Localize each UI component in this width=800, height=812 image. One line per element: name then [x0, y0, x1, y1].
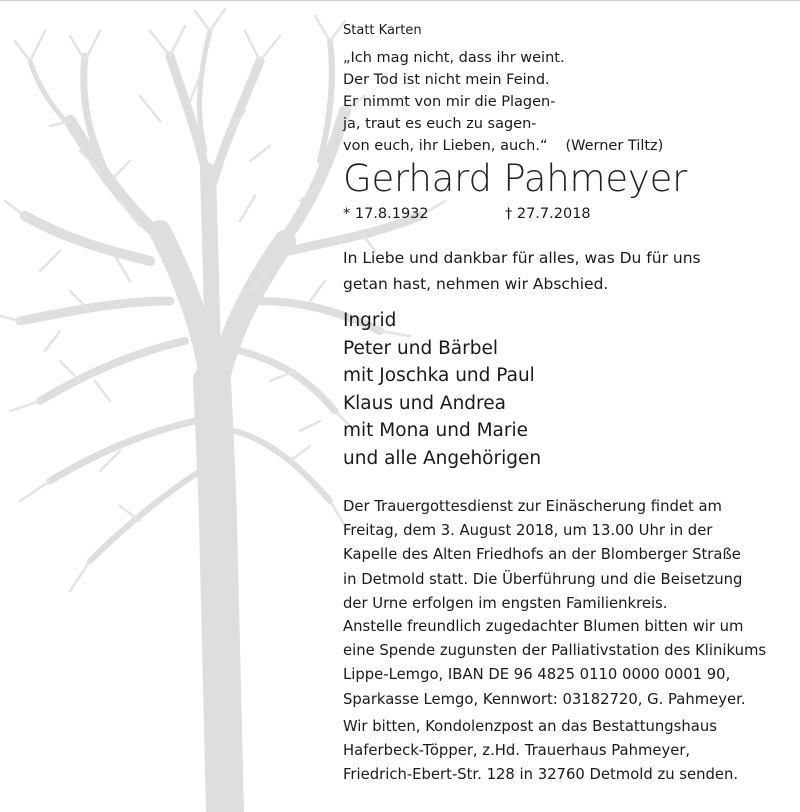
family-list	[343, 307, 541, 473]
family-member: Ingrid	[343, 310, 397, 331]
family-member: und alle Angehörigen	[343, 447, 542, 469]
service-line: Kapelle des Alten Friedhofs an der Blomberger Straße	[343, 546, 741, 564]
service-info	[343, 495, 742, 616]
deceased-name: Gerhard Pahmeyer	[343, 157, 688, 200]
family-member: Peter und Bärbel	[343, 337, 498, 359]
quote-line-last	[343, 135, 663, 157]
quote-line: von euch, ihr Lieben, auch.“	[343, 138, 548, 154]
farewell-line: getan hast, nehmen wir Abschied.	[343, 275, 609, 293]
donation-line: Lippe-Lemgo, IBAN DE 96 4825 0110 0000 0001 90,	[343, 666, 731, 684]
donation-line: Anstelle freundlich zugedachter Blumen bitten wir um	[343, 618, 744, 635]
service-line: in Detmold statt. Die Überführung und die Beisetzung	[343, 570, 743, 588]
quote-line: Er nimmt von mir die Plagen-	[343, 94, 556, 110]
header-label: Statt Karten	[343, 23, 422, 38]
condolence-line: Haferbeck-Töpper, z.Hd. Trauerhaus Pahmeyer,	[343, 742, 691, 760]
farewell-text	[343, 245, 701, 297]
quote-block	[343, 47, 663, 157]
condolence-info	[343, 715, 738, 788]
family-member: Klaus und Andrea	[343, 392, 506, 414]
farewell-line: In Liebe und dankbar für alles, was Du für uns	[343, 249, 701, 267]
condolence-line: Friedrich-Ebert-Str. 128 in 32760 Detmold zu senden.	[343, 766, 739, 784]
donation-info	[343, 615, 766, 712]
service-line: Der Trauergottesdienst zur Einäscherung findet am	[343, 498, 722, 515]
service-line: der Urne erfolgen im engsten Familienkreis.	[343, 594, 668, 612]
quote-line: Der Tod ist nicht mein Feind.	[343, 72, 550, 88]
death-date: † 27.7.2018	[505, 206, 591, 222]
birth-date: * 17.8.1932	[343, 206, 429, 222]
quote-line: „Ich mag nicht, dass ihr weint.	[343, 50, 565, 66]
quote-author: (Werner Tiltz)	[565, 138, 664, 154]
condolence-line: Wir bitten, Kondolenzpost an das Bestattungshaus	[343, 718, 717, 735]
life-dates	[343, 206, 643, 222]
quote-line: ja, traut es euch zu sagen-	[343, 116, 537, 132]
donation-line: eine Spende zugunsten der Palliativstation des Klinikums	[343, 642, 767, 660]
family-member: mit Joschka und Paul	[343, 365, 535, 387]
donation-line: Sparkasse Lemgo, Kennwort: 03182720, G. Pahmeyer.	[343, 690, 746, 708]
service-line: Freitag, dem 3. August 2018, um 13.00 Uhr in der	[343, 522, 713, 540]
family-member: mit Mona und Marie	[343, 420, 529, 442]
